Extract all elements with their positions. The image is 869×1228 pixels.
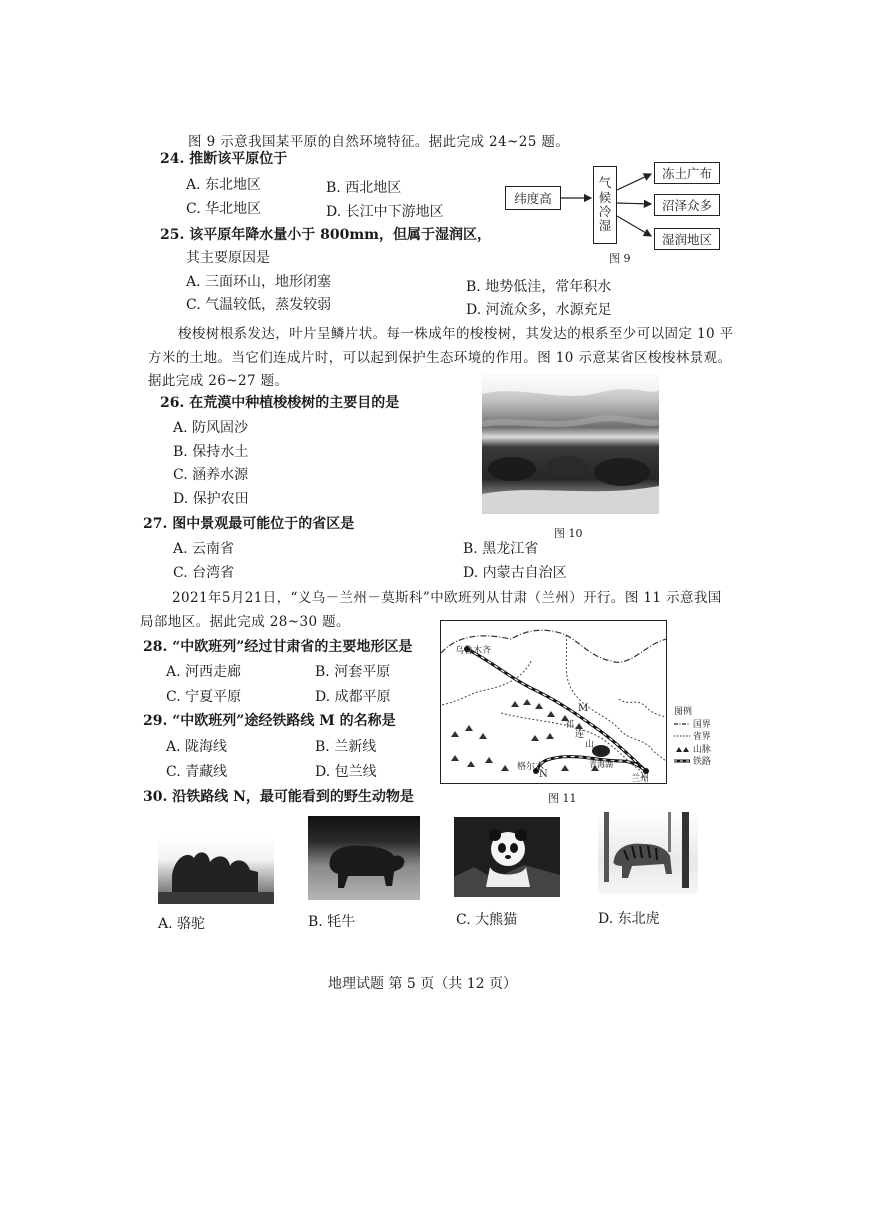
q24-option-c[interactable]: C. 华北地区 <box>186 201 262 217</box>
intro-28-30-line2: 局部地区。据此完成 28~30 题。 <box>140 614 350 630</box>
q24-stem: 24. 推断该平原位于 <box>160 151 288 167</box>
intro-26-27-line3: 据此完成 26~27 题。 <box>148 373 289 389</box>
q27-option-b[interactable]: B. 黑龙江省 <box>463 541 539 557</box>
q27-option-d[interactable]: D. 内蒙古自治区 <box>463 565 567 581</box>
fig11-label-n: N <box>539 769 548 780</box>
fig9-climate-char: 冷 <box>598 204 612 219</box>
panda-silhouette <box>454 817 560 897</box>
fig11-caption: 图 11 <box>548 792 577 805</box>
yak-photo[interactable] <box>308 816 420 900</box>
q29-option-d[interactable]: D. 包兰线 <box>315 764 377 780</box>
q27-option-c[interactable]: C. 台湾省 <box>173 565 235 581</box>
fig11-province-border <box>619 699 666 717</box>
fig11-legend <box>674 706 711 769</box>
q28-option-c[interactable]: C. 宁夏平原 <box>166 689 242 705</box>
q26-option-a[interactable]: A. 防风固沙 <box>173 420 249 436</box>
q30-option-b[interactable]: B. 牦牛 <box>308 914 356 930</box>
fig11-label-qinghai-lake: 青海湖 <box>589 760 613 769</box>
q29-option-c[interactable]: C. 青藏线 <box>166 764 228 780</box>
tiger-photo[interactable] <box>598 812 698 894</box>
camel-silhouette <box>158 836 274 904</box>
fig9-climate-char: 湿 <box>598 218 612 234</box>
intro-28-30-line1: 2021年5月21日，“义乌－兰州－莫斯科”中欧班列从甘肃（兰州）开行。图 11 示意我国 <box>172 590 722 606</box>
national-border-swatch <box>674 721 690 727</box>
fig9-permafrost-box: 冻土广布 <box>654 162 720 184</box>
q28-option-b[interactable]: B. 河套平原 <box>315 664 391 680</box>
q26-option-c[interactable]: C. 涵养水源 <box>173 467 249 483</box>
fig9-climate-char: 候 <box>598 189 612 205</box>
fig9-humid-box: 湿润地区 <box>654 228 720 250</box>
fig11-label-urumqi: 乌鲁木齐 <box>455 646 492 656</box>
fig11-legend-province: 省界 <box>674 731 711 744</box>
fig11-label-golmud: 格尔木 <box>517 762 545 772</box>
q30-option-c[interactable]: C. 大熊猫 <box>456 912 518 928</box>
q30-option-a[interactable]: A. 骆驼 <box>158 916 206 932</box>
fig9-arrows <box>0 0 869 300</box>
fig11-railway-m <box>467 649 646 771</box>
q26-option-b[interactable]: B. 保持水土 <box>173 444 249 460</box>
q25-stem-line2: 其主要原因是 <box>186 250 270 266</box>
fig11-railway-m-dash <box>467 649 646 771</box>
fig11-label-mai: 脉 <box>597 748 607 758</box>
q30-option-d[interactable]: D. 东北虎 <box>598 911 660 927</box>
q28-option-a[interactable]: A. 河西走廊 <box>166 664 242 680</box>
q28-option-d[interactable]: D. 成都平原 <box>315 689 391 705</box>
fig11-legend-mountain: 山脉 <box>674 744 711 757</box>
q25-option-c[interactable]: C. 气温较低，蒸发较弱 <box>186 297 332 313</box>
fig9-caption: 图 9 <box>609 252 631 265</box>
fig11-legend-railway: 铁路 <box>674 756 711 769</box>
q26-option-d[interactable]: D. 保护农田 <box>173 491 249 507</box>
q24-option-d[interactable]: D. 长江中下游地区 <box>326 204 444 220</box>
q25-stem-line1: 25. 该平原年降水量小于 800mm，但属于湿润区， <box>160 227 491 243</box>
q29-option-a[interactable]: A. 陇海线 <box>166 739 228 755</box>
fig9-arrow <box>617 203 651 204</box>
mountain-swatch <box>674 746 690 752</box>
q28-stem: 28. “中欧班列”经过甘肃省的主要地形区是 <box>143 639 413 655</box>
q24-option-a[interactable]: A. 东北地区 <box>186 177 262 193</box>
fig9-arrow <box>617 216 651 236</box>
fig9-arrow <box>617 174 651 190</box>
fig11-label-m: M <box>578 703 589 714</box>
fig10-photo-detail <box>482 374 659 514</box>
q29-option-b[interactable]: B. 兰新线 <box>315 739 377 755</box>
yak-silhouette <box>308 816 420 900</box>
fig11-label-lanzhou: 兰州 <box>631 774 650 784</box>
q27-option-a[interactable]: A. 云南省 <box>173 541 235 557</box>
q25-option-b[interactable]: B. 地势低洼，常年积水 <box>466 279 612 295</box>
camel-photo[interactable] <box>158 836 274 904</box>
q25-option-a[interactable]: A. 三面环山，地形闭塞 <box>186 274 332 290</box>
fig11-legend-national: 国界 <box>674 719 711 732</box>
q30-stem: 30. 沿铁路线 N，最可能看到的野生动物是 <box>143 789 414 805</box>
railway-swatch <box>674 758 690 764</box>
fig9-latitude-box: 纬度高 <box>505 186 561 210</box>
fig11-legend-title: 图例 <box>674 707 693 717</box>
q25-option-d[interactable]: D. 河流众多，水源充足 <box>466 302 612 318</box>
fig10-caption: 图 10 <box>554 527 583 540</box>
fig11-label-shan: 山 <box>585 740 595 750</box>
fig10-saxaul-photo <box>482 374 659 514</box>
intro-26-27-line1: 梭梭树根系发达，叶片呈鳞片状。每一株成年的梭梭树，其发达的根系至少可以固定 10 平 <box>178 326 734 342</box>
intro-24-25: 图 9 示意我国某平原的自然环境特征。据此完成 24~25 题。 <box>188 134 570 150</box>
panda-photo[interactable] <box>454 817 560 897</box>
q27-stem: 27. 图中景观最可能位于的省区是 <box>143 516 355 532</box>
q24-option-b[interactable]: B. 西北地区 <box>326 180 402 196</box>
fig9-swamp-box: 沼泽众多 <box>654 194 720 216</box>
fig11-province-border <box>441 661 531 705</box>
fig11-label-qi: 祁 <box>565 720 575 730</box>
fig11-label-lian: 连 <box>575 730 585 740</box>
province-border-swatch <box>674 733 690 739</box>
page-footer: 地理试题 第 5 页（共 12 页） <box>328 976 517 992</box>
tiger-silhouette <box>598 812 698 894</box>
intro-26-27-line2: 方米的土地。当它们连成片时，可以起到保护生态环境的作用。图 10 示意某省区梭梭林景观。 <box>148 350 732 366</box>
fig9-climate-char: 气 <box>598 175 612 191</box>
fig11-map <box>440 620 667 784</box>
q29-stem: 29. “中欧班列”途经铁路线 M 的名称是 <box>143 713 396 729</box>
q26-stem: 26. 在荒漠中种植梭梭树的主要目的是 <box>160 395 400 411</box>
